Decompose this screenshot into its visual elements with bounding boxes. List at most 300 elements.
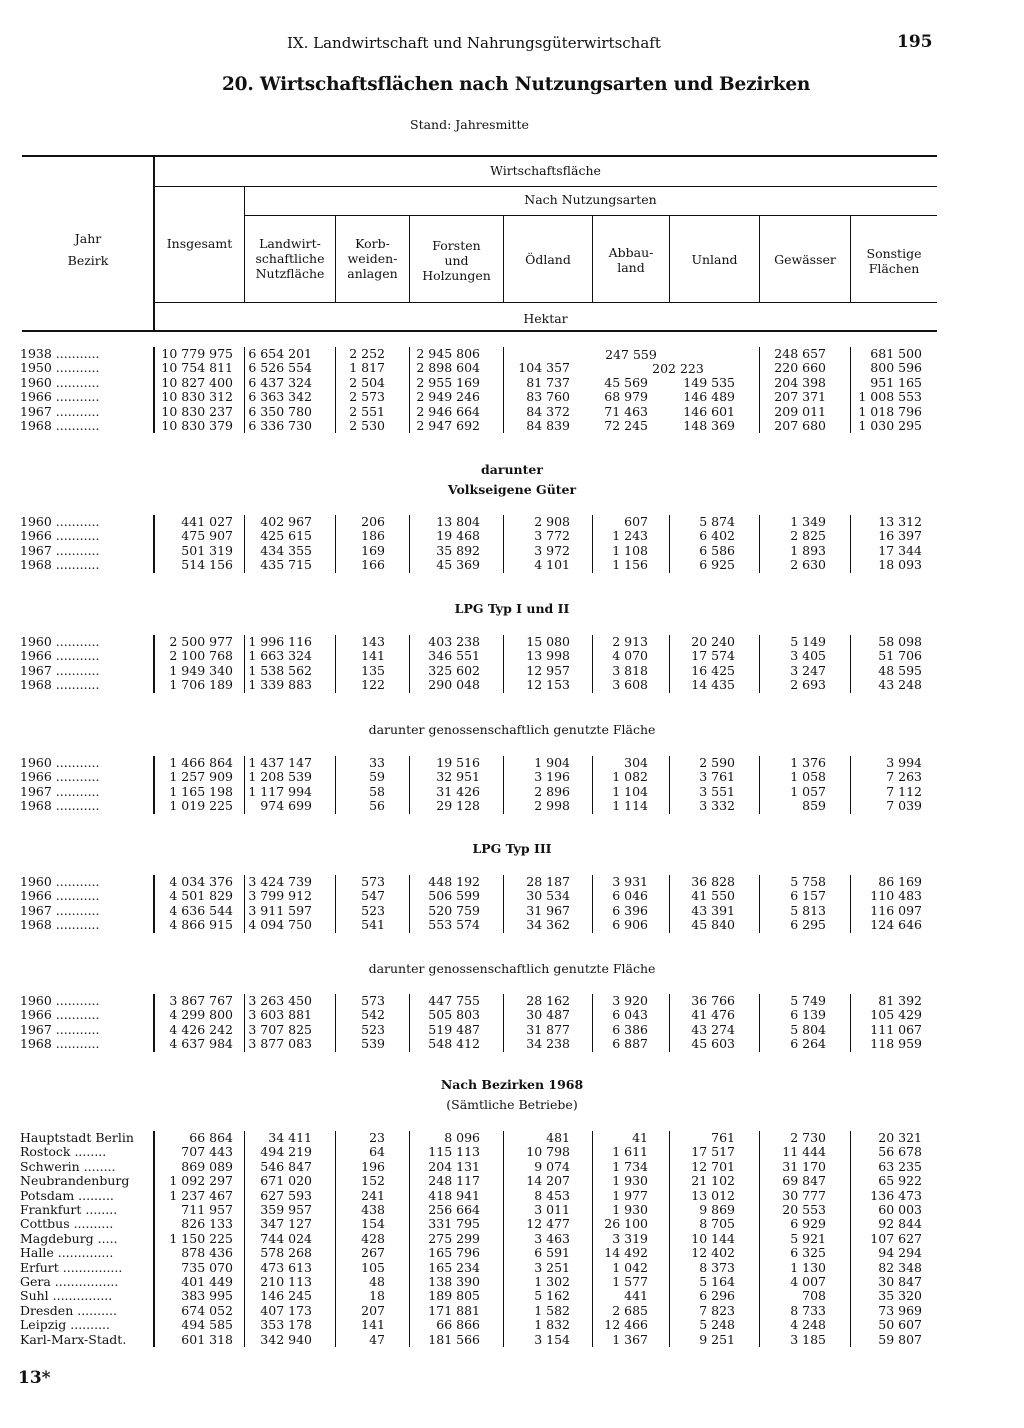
table-cell: 45 840 <box>691 917 735 933</box>
table-cell: 10 144 <box>691 1230 735 1246</box>
table-cell: 6 396 <box>612 902 648 918</box>
table-cell: 1 904 <box>534 755 570 770</box>
table-cell: 29 128 <box>436 798 480 814</box>
subgroup-rule <box>244 215 937 216</box>
table-cell: 118 959 <box>870 1036 922 1052</box>
row-label: 1938 ........... <box>20 346 100 361</box>
table-row <box>0 347 1024 361</box>
table-cell: 6 386 <box>612 1021 648 1037</box>
table-cell: 69 847 <box>782 1173 826 1189</box>
table-cell: 418 941 <box>428 1187 480 1203</box>
table-cell: 6 139 <box>790 1007 826 1023</box>
table-cell: 707 443 <box>181 1144 233 1160</box>
table-row <box>0 1037 1024 1051</box>
row-label: Hauptstadt Berlin <box>20 1130 134 1145</box>
table-cell: 735 070 <box>181 1259 233 1275</box>
table-cell: 2 913 <box>612 634 648 649</box>
table-cell: 304 <box>624 755 648 770</box>
table-cell: 1 018 796 <box>858 403 922 419</box>
row-label: Frankfurt ........ <box>20 1202 118 1217</box>
table-cell: 1 008 553 <box>858 389 922 405</box>
row-label: Dresden .......... <box>20 1302 117 1318</box>
table-cell: 548 412 <box>428 1036 480 1052</box>
table-cell: 12 153 <box>526 677 570 693</box>
row-label: 1968 ........... <box>20 798 100 814</box>
table-cell: 6 046 <box>612 888 648 904</box>
table-cell: 506 599 <box>428 888 480 904</box>
table-cell: 475 907 <box>181 528 233 544</box>
row-label: Karl-Marx-Stadt. <box>20 1331 127 1347</box>
table-cell: 1 243 <box>612 528 648 544</box>
table-cell: 48 595 <box>878 662 922 678</box>
table-cell: 3 707 825 <box>248 1021 312 1037</box>
group-header-sub: Nach Nutzungsarten <box>524 192 657 207</box>
table-cell: 2 504 <box>349 374 385 390</box>
table-cell: 41 476 <box>691 1007 735 1023</box>
table-cell: 141 <box>361 1317 385 1333</box>
table-cell: 541 <box>361 917 385 933</box>
section-title-darunter: darunter <box>481 462 543 477</box>
table-cell: 681 500 <box>870 346 922 361</box>
table-cell: 5 804 <box>790 1021 826 1037</box>
row-label: 1968 ........... <box>20 917 100 933</box>
row-label: 1967 ........... <box>20 1021 100 1037</box>
table-cell: 56 678 <box>878 1144 922 1160</box>
row-label: Erfurt ............... <box>20 1259 123 1275</box>
table-cell: 58 <box>369 783 385 799</box>
table-cell: 2 500 977 <box>169 634 233 649</box>
table-cell: 3 463 <box>534 1230 570 1246</box>
section-title-lpg3-gen: darunter genossenschaftlich genutzte Fläche <box>368 961 656 976</box>
table-cell: 5 248 <box>699 1317 735 1333</box>
table-cell: 17 517 <box>691 1144 735 1160</box>
table-cell: 31 426 <box>436 783 480 799</box>
table-cell: 43 248 <box>878 677 922 693</box>
table-cell: 3 247 <box>790 662 826 678</box>
table-cell: 6 906 <box>612 917 648 933</box>
table-cell: 13 804 <box>436 514 480 529</box>
table-cell: 1 437 147 <box>248 755 312 770</box>
table-cell: 2 896 <box>534 783 570 799</box>
table-cell: 84 372 <box>526 403 570 419</box>
row-label: 1950 ........... <box>20 360 100 376</box>
table-cell: 2 573 <box>349 389 385 405</box>
col-header-insgesamt: Insgesamt <box>166 236 233 251</box>
table-cell: 51 706 <box>878 648 922 664</box>
table-cell: 1 996 116 <box>248 634 312 649</box>
table-row <box>0 1008 1024 1022</box>
table-cell: 2 100 768 <box>169 648 233 664</box>
table-cell: 248 117 <box>428 1173 480 1189</box>
table-cell: 1 019 225 <box>169 798 233 814</box>
table-cell: 4 094 750 <box>248 917 312 933</box>
group-rule <box>154 186 937 187</box>
table-cell: 3 332 <box>699 798 735 814</box>
table-cell: 256 664 <box>428 1202 480 1217</box>
table-cell: 20 240 <box>691 634 735 649</box>
table-cell: 4 501 829 <box>169 888 233 904</box>
table-cell: 441 <box>624 1288 648 1304</box>
table-cell: 36 766 <box>691 993 735 1008</box>
table-cell: 383 995 <box>181 1288 233 1304</box>
table-cell: 84 839 <box>526 418 570 433</box>
row-label: 1966 ........... <box>20 528 100 544</box>
table-cell: 3 608 <box>612 677 648 693</box>
table-cell: 1 150 225 <box>169 1230 233 1246</box>
table-row <box>0 1246 1024 1260</box>
table-cell: 10 830 237 <box>161 403 233 419</box>
table-cell: 154 <box>361 1216 385 1232</box>
merged-cell-1950: 202 223 <box>652 361 704 376</box>
table-row <box>0 1289 1024 1303</box>
table-cell: 34 362 <box>526 917 570 933</box>
table-cell: 1 208 539 <box>248 769 312 785</box>
table-cell: 8 733 <box>790 1302 826 1318</box>
table-cell: 1 156 <box>612 557 648 573</box>
table-cell: 45 369 <box>436 557 480 573</box>
table-cell: 3 911 597 <box>248 902 312 918</box>
table-row <box>0 1145 1024 1159</box>
table-cell: 17 574 <box>691 648 735 664</box>
table-cell: 16 425 <box>691 662 735 678</box>
table-cell: 1 237 467 <box>169 1187 233 1203</box>
table-cell: 441 027 <box>181 514 233 529</box>
table-cell: 3 196 <box>534 769 570 785</box>
table-cell: 744 024 <box>260 1230 312 1246</box>
table-cell: 1 538 562 <box>248 662 312 678</box>
table-cell: 1 104 <box>612 783 648 799</box>
table-cell: 3 319 <box>612 1230 648 1246</box>
table-cell: 41 550 <box>691 888 735 904</box>
table-row <box>0 515 1024 529</box>
row-label: 1960 ........... <box>20 514 100 529</box>
table-cell: 3 551 <box>699 783 735 799</box>
table-cell: 186 <box>361 528 385 544</box>
table-cell: 35 892 <box>436 542 480 558</box>
table-row <box>0 1174 1024 1188</box>
table-cell: 2 630 <box>790 557 826 573</box>
table-cell: 207 371 <box>774 389 826 405</box>
table-cell: 6 157 <box>790 888 826 904</box>
table-cell: 607 <box>624 514 648 529</box>
table-cell: 407 173 <box>260 1302 312 1318</box>
row-label: Schwerin ........ <box>20 1158 116 1174</box>
unit-rule <box>154 302 937 303</box>
table-cell: 207 680 <box>774 418 826 433</box>
table-cell: 33 <box>369 755 385 770</box>
table-cell: 514 156 <box>181 557 233 573</box>
table-cell: 481 <box>546 1130 570 1145</box>
section-title-lpg12: LPG Typ I und II <box>454 601 570 616</box>
table-cell: 9 074 <box>534 1158 570 1174</box>
table-cell: 63 235 <box>878 1158 922 1174</box>
table-cell: 448 192 <box>428 874 480 889</box>
table-cell: 111 067 <box>870 1021 922 1037</box>
table-row <box>0 1275 1024 1289</box>
table-cell: 28 162 <box>526 993 570 1008</box>
table-cell: 15 080 <box>526 634 570 649</box>
table-cell: 146 601 <box>683 403 735 419</box>
table-cell: 17 344 <box>878 542 922 558</box>
col-header-sonstige: Sonstige Flächen <box>866 246 922 276</box>
table-cell: 12 466 <box>604 1317 648 1333</box>
table-cell: 601 318 <box>181 1331 233 1347</box>
table-cell: 2 693 <box>790 677 826 693</box>
table-row <box>0 1160 1024 1174</box>
table-cell: 94 294 <box>878 1245 922 1261</box>
table-cell: 401 449 <box>181 1274 233 1289</box>
table-cell: 71 463 <box>604 403 648 419</box>
row-label: 1968 ........... <box>20 557 100 573</box>
table-cell: 169 <box>361 542 385 558</box>
table-row <box>0 529 1024 543</box>
table-cell: 23 <box>369 1130 385 1145</box>
col-header-lnf: Landwirt- schaftliche Nutzfläche <box>255 236 325 281</box>
table-cell: 81 392 <box>878 993 922 1008</box>
table-cell: 110 483 <box>870 888 922 904</box>
row-label: 1966 ........... <box>20 1007 100 1023</box>
table-cell: 523 <box>361 902 385 918</box>
table-cell: 1 577 <box>612 1274 648 1289</box>
table-cell: 6 325 <box>790 1245 826 1261</box>
table-cell: 3 251 <box>534 1259 570 1275</box>
table-cell: 267 <box>361 1245 385 1261</box>
table-cell: 2 949 246 <box>416 389 480 405</box>
table-cell: 3 011 <box>534 1202 570 1217</box>
table-cell: 1 130 <box>790 1259 826 1275</box>
table-cell: 1 349 <box>790 514 826 529</box>
table-cell: 12 957 <box>526 662 570 678</box>
table-cell: 1 114 <box>612 798 648 814</box>
table-cell: 4 866 915 <box>169 917 233 933</box>
table-row <box>0 390 1024 404</box>
table-cell: 1 706 189 <box>169 677 233 693</box>
row-label: Gera ................ <box>20 1274 119 1289</box>
table-row <box>0 635 1024 649</box>
unit-header: Hektar <box>523 311 568 326</box>
table-row <box>0 361 1024 375</box>
table-cell: 248 657 <box>774 346 826 361</box>
table-cell: 105 <box>361 1259 385 1275</box>
section-subtitle-bezirke: (Sämtliche Betriebe) <box>446 1097 578 1112</box>
merged-cell-1938: 247 559 <box>605 347 657 362</box>
table-cell: 2 947 692 <box>416 418 480 433</box>
table-cell: 12 477 <box>526 1216 570 1232</box>
table-cell: 6 654 201 <box>248 346 312 361</box>
table-cell: 2 898 604 <box>416 360 480 376</box>
table-cell: 34 238 <box>526 1036 570 1052</box>
table-cell: 2 590 <box>699 755 735 770</box>
table-cell: 21 102 <box>691 1173 735 1189</box>
table-cell: 13 312 <box>878 514 922 529</box>
table-cell: 31 967 <box>526 902 570 918</box>
table-cell: 2 908 <box>534 514 570 529</box>
table-cell: 2 955 169 <box>416 374 480 390</box>
table-cell: 6 437 324 <box>248 374 312 390</box>
table-cell: 403 238 <box>428 634 480 649</box>
table-row <box>0 649 1024 663</box>
table-row <box>0 918 1024 932</box>
table-cell: 5 921 <box>790 1230 826 1246</box>
row-label: 1967 ........... <box>20 403 100 419</box>
table-cell: 869 089 <box>181 1158 233 1174</box>
table-row <box>0 1304 1024 1318</box>
table-cell: 1 466 864 <box>169 755 233 770</box>
table-cell: 204 131 <box>428 1158 480 1174</box>
table-cell: 20 553 <box>782 1202 826 1217</box>
table-cell: 3 920 <box>612 993 648 1008</box>
table-cell: 2 825 <box>790 528 826 544</box>
table-cell: 671 020 <box>260 1173 312 1189</box>
table-cell: 1 734 <box>612 1158 648 1174</box>
table-cell: 12 701 <box>691 1158 735 1174</box>
table-cell: 4 070 <box>612 648 648 664</box>
table-cell: 402 967 <box>260 514 312 529</box>
table-cell: 6 887 <box>612 1036 648 1052</box>
table-cell: 627 593 <box>260 1187 312 1203</box>
table-cell: 124 646 <box>870 917 922 933</box>
table-cell: 2 551 <box>349 403 385 419</box>
table-cell: 1 663 324 <box>248 648 312 664</box>
row-label: 1967 ........... <box>20 902 100 918</box>
table-cell: 7 823 <box>699 1302 735 1318</box>
table-cell: 146 489 <box>683 389 735 405</box>
section-title-lpg3: LPG Typ III <box>472 841 552 856</box>
table-row <box>0 1318 1024 1332</box>
page-number: 195 <box>897 32 933 52</box>
table-cell: 7 039 <box>886 798 922 814</box>
table-cell: 30 487 <box>526 1007 570 1023</box>
table-cell: 347 127 <box>260 1216 312 1232</box>
table-cell: 10 827 400 <box>161 374 233 390</box>
table-cell: 800 596 <box>870 360 922 376</box>
row-label: Cottbus .......... <box>20 1216 114 1232</box>
table-cell: 859 <box>802 798 826 814</box>
table-cell: 708 <box>802 1288 826 1304</box>
table-cell: 428 <box>361 1230 385 1246</box>
table-cell: 8 373 <box>699 1259 735 1275</box>
table-cell: 3 877 083 <box>248 1036 312 1052</box>
table-row <box>0 994 1024 1008</box>
table-cell: 43 274 <box>691 1021 735 1037</box>
table-cell: 181 566 <box>428 1331 480 1347</box>
table-cell: 501 319 <box>181 542 233 558</box>
table-cell: 3 154 <box>534 1331 570 1347</box>
table-cell: 12 402 <box>691 1245 735 1261</box>
table-row <box>0 1217 1024 1231</box>
table-cell: 1 165 198 <box>169 783 233 799</box>
table-cell: 122 <box>361 677 385 693</box>
row-label: 1968 ........... <box>20 418 100 433</box>
table-cell: 45 569 <box>604 374 648 390</box>
table-cell: 82 348 <box>878 1259 922 1275</box>
row-label: 1966 ........... <box>20 888 100 904</box>
table-cell: 3 424 739 <box>248 874 312 889</box>
table-cell: 5 749 <box>790 993 826 1008</box>
table-cell: 28 187 <box>526 874 570 889</box>
table-cell: 2 998 <box>534 798 570 814</box>
table-cell: 547 <box>361 888 385 904</box>
table-cell: 1 930 <box>612 1202 648 1217</box>
table-cell: 115 113 <box>428 1144 480 1160</box>
table-cell: 3 772 <box>534 528 570 544</box>
table-cell: 189 805 <box>428 1288 480 1304</box>
section-title-bezirke: Nach Bezirken 1968 <box>440 1077 584 1092</box>
table-cell: 66 866 <box>436 1317 480 1333</box>
table-cell: 59 807 <box>878 1331 922 1347</box>
row-label: 1966 ........... <box>20 648 100 664</box>
table-cell: 1 257 909 <box>169 769 233 785</box>
table-cell: 6 296 <box>699 1288 735 1304</box>
row-label: 1967 ........... <box>20 542 100 558</box>
table-cell: 1 057 <box>790 783 826 799</box>
table-cell: 1 930 <box>612 1173 648 1189</box>
table-cell: 32 951 <box>436 769 480 785</box>
table-cell: 6 350 780 <box>248 403 312 419</box>
group-header-main: Wirtschaftsfläche <box>490 163 601 178</box>
table-cell: 36 828 <box>691 874 735 889</box>
col-header-forsten: Forsten und Holzungen <box>422 238 491 283</box>
row-label: Suhl ............... <box>20 1288 113 1304</box>
table-cell: 4 637 984 <box>169 1036 233 1052</box>
table-cell: 520 759 <box>428 902 480 918</box>
section-title-veg: Volkseigene Güter <box>447 482 577 497</box>
table-cell: 210 113 <box>260 1274 312 1289</box>
table-cell: 3 972 <box>534 542 570 558</box>
table-cell: 1 117 994 <box>248 783 312 799</box>
table-cell: 166 <box>361 557 385 573</box>
table-cell: 3 931 <box>612 874 648 889</box>
table-cell: 171 881 <box>428 1302 480 1318</box>
table-cell: 4 101 <box>534 557 570 573</box>
table-cell: 325 602 <box>428 662 480 678</box>
table-cell: 6 363 342 <box>248 389 312 405</box>
table-cell: 494 219 <box>260 1144 312 1160</box>
table-cell: 209 011 <box>774 403 826 419</box>
row-label: Neubrandenburg <box>20 1173 130 1189</box>
table-cell: 10 798 <box>526 1144 570 1160</box>
row-label: Leipzig .......... <box>20 1317 110 1333</box>
row-label: 1966 ........... <box>20 769 100 785</box>
table-cell: 6 526 554 <box>248 360 312 376</box>
table-cell: 3 185 <box>790 1331 826 1347</box>
table-cell: 2 945 806 <box>416 346 480 361</box>
table-cell: 1 977 <box>612 1187 648 1203</box>
table-cell: 10 779 975 <box>161 346 233 361</box>
table-cell: 4 248 <box>790 1317 826 1333</box>
table-cell: 5 149 <box>790 634 826 649</box>
table-cell: 3 818 <box>612 662 648 678</box>
table-cell: 8 096 <box>444 1130 480 1145</box>
table-row <box>0 756 1024 770</box>
table-cell: 241 <box>361 1187 385 1203</box>
chapter-heading: IX. Landwirtschaft und Nahrungsgüterwirtschaft <box>287 34 661 52</box>
table-row <box>0 1232 1024 1246</box>
table-cell: 7 112 <box>886 783 922 799</box>
table-cell: 425 615 <box>260 528 312 544</box>
table-row <box>0 1261 1024 1275</box>
table-cell: 346 551 <box>428 648 480 664</box>
table-cell: 11 444 <box>782 1144 826 1160</box>
table-row <box>0 419 1024 433</box>
header-bottom-rule <box>22 330 937 332</box>
table-cell: 546 847 <box>260 1158 312 1174</box>
table-row <box>0 664 1024 678</box>
table-cell: 3 263 450 <box>248 993 312 1008</box>
table-cell: 86 169 <box>878 874 922 889</box>
table-cell: 41 <box>632 1130 648 1145</box>
table-cell: 523 <box>361 1021 385 1037</box>
